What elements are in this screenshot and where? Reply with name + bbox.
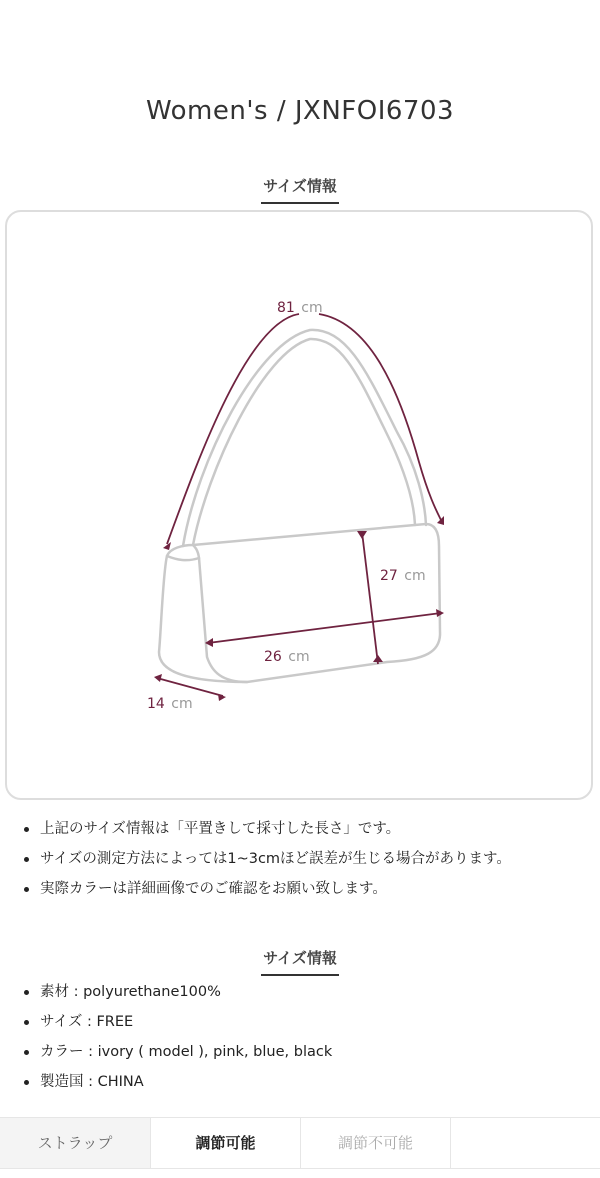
strap-length-value: 81 (277, 300, 295, 316)
height-value: 27 (380, 568, 398, 584)
strap-adjust-table (0, 1117, 600, 1169)
depth-unit: cm (171, 696, 193, 712)
size-note: 上記のサイズ情報は「平置きして採寸した長さ」です。 (22, 818, 511, 848)
spec-list (22, 981, 332, 1101)
measure-lines (157, 314, 441, 696)
product-title: Women's / JXNFOI6703 (145, 96, 455, 126)
height-unit: cm (404, 568, 426, 584)
size-note: サイズの測定方法によっては1~3cmほど誤差が生じる場合があります。 (22, 848, 511, 878)
spec-material: 素材 : polyurethane100% (22, 981, 332, 1011)
depth-value: 14 (147, 696, 165, 712)
height-label (380, 568, 426, 584)
bag-outline (159, 330, 440, 682)
strap-label-cell: ストラップ (0, 1118, 150, 1168)
strap-length-unit: cm (301, 300, 323, 316)
strap-measure-line (167, 314, 441, 544)
depth-label (147, 696, 193, 712)
height-measure-line (362, 532, 378, 664)
size-info-heading-text: サイズ情報 (261, 175, 339, 204)
size-note: 実際カラーは詳細画像でのご確認をお願い致します。 (22, 878, 511, 908)
width-measure-line (208, 613, 441, 643)
spec-heading-text: サイズ情報 (261, 947, 339, 976)
bag-size-diagram (5, 210, 593, 800)
width-label (264, 649, 310, 665)
size-info-heading (0, 175, 600, 204)
width-value: 26 (264, 649, 282, 665)
adjustable-cell: 調節可能 (150, 1118, 300, 1168)
strap-length-label (277, 300, 323, 316)
width-unit: cm (288, 649, 310, 665)
spec-origin: 製造国 : CHINA (22, 1071, 332, 1101)
size-notes-list (22, 818, 511, 908)
bag-illustration (7, 212, 595, 802)
spec-heading (0, 947, 600, 976)
empty-cell (450, 1118, 600, 1168)
not-adjustable-cell: 調節不可能 (300, 1118, 450, 1168)
spec-size: サイズ : FREE (22, 1011, 332, 1041)
spec-color: カラー : ivory ( model ), pink, blue, black (22, 1041, 332, 1071)
